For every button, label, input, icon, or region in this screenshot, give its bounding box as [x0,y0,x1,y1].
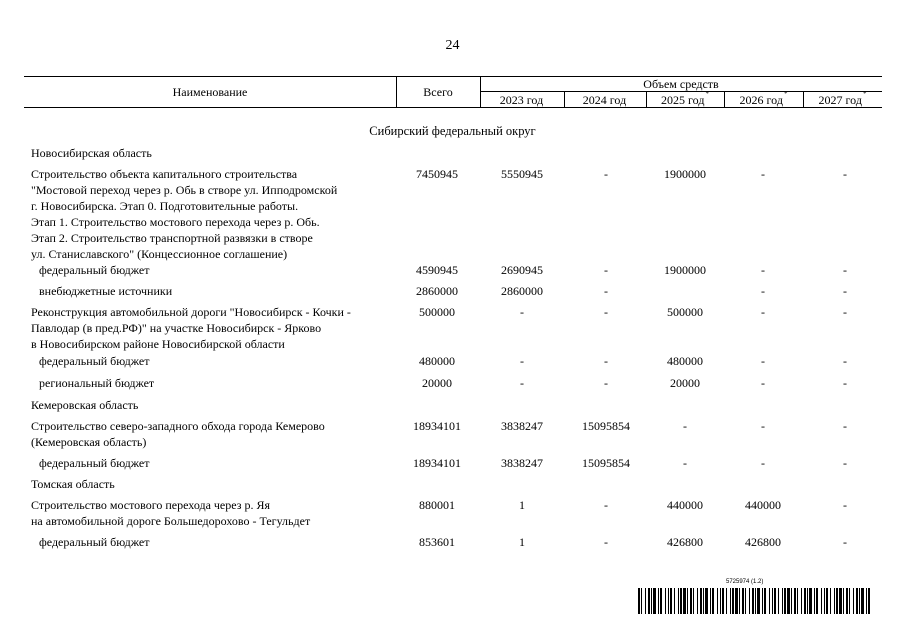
barcode-bar [782,588,783,614]
barcode-bar [866,588,867,614]
barcode-bar [660,588,662,614]
year-value: - [843,167,847,181]
barcode-bar [710,588,711,614]
year-value: 2860000 [501,284,543,298]
barcode-bar [658,588,659,614]
year-value: 15095854 [582,419,630,433]
funding-source-name: федеральный бюджет [39,535,150,549]
funding-source-name: федеральный бюджет [39,263,150,277]
barcode-bar [697,588,698,614]
year-value: 2690945 [501,263,543,277]
barcode-bar [849,588,850,614]
barcode-bar [856,588,858,614]
year-value: - [843,263,847,277]
barcode-bar [703,588,704,614]
barcode-bar [690,588,692,614]
barcode-bar [757,588,760,614]
year-value: - [843,498,847,512]
barcode-bar [824,588,825,614]
barcode-bar [853,588,854,614]
barcode-bar [762,588,763,614]
barcode-bar [732,588,734,614]
barcode-number: 5725974 (1.2) [726,579,764,585]
barcode-bar [778,588,779,614]
year-value: 426800 [745,535,781,549]
funding-source-name: федеральный бюджет [39,354,150,368]
barcode-bar [722,588,724,614]
year-value: - [604,498,608,512]
year-value: - [843,305,847,319]
barcode-bar [638,588,640,614]
region-name: Кемеровская область [31,398,139,412]
total-value: 853601 [419,535,455,549]
district-title: Сибирский федеральный округ [369,124,536,138]
year-value: - [843,419,847,433]
barcode-bar [651,588,652,614]
project-name: Строительство северо-западного обхода города Кемерово (Кемеровская область) [31,419,325,449]
total-value: 20000 [422,376,452,390]
year-value: 1 [519,498,525,512]
barcode-bar [826,588,828,614]
year-value: 500000 [667,305,703,319]
year-value: - [520,305,524,319]
barcode-bar [769,588,770,614]
year-value: - [604,284,608,298]
barcode-bar [836,588,838,614]
barcode-bar [846,588,848,614]
barcode-bar [794,588,796,614]
barcode-bar [801,588,802,614]
barcode-bar [868,588,870,614]
year-value: - [761,456,765,470]
barcode-bar [774,588,776,614]
year-value: 480000 [667,354,703,368]
barcode-bar [670,588,672,614]
year-value: 3838247 [501,419,543,433]
barcode-bar [791,588,792,614]
project-name: Реконструкция автомобильной дороги "Новосибирск - Кочки - Павлодар (в пред.РФ)" на участке Новосибирск - Ярково в Новосибирском районе Новосибирской области [31,305,351,351]
year-value: 1900000 [664,167,706,181]
barcode-bar [821,588,822,614]
barcode-bar [834,588,835,614]
total-value: 4590945 [416,263,458,277]
year-value: - [683,456,687,470]
total-value: 18934101 [413,419,461,433]
barcode-bar [839,588,842,614]
header-year-2026: 2026 год* [739,90,788,107]
year-value: - [604,376,608,390]
total-value: 500000 [419,305,455,319]
barcode-bar [641,588,642,614]
year-value: - [843,456,847,470]
barcode-bar [816,588,818,614]
header-year-2025: 2025 год* [661,90,709,107]
year-value: - [761,305,765,319]
barcode-bar [742,588,744,614]
year-value: - [761,284,765,298]
barcode-bar [668,588,669,614]
year-value: - [761,263,765,277]
total-value: 2860000 [416,284,458,298]
total-value: 18934101 [413,456,461,470]
barcode-bar [678,588,679,614]
barcode-bar [861,588,864,614]
year-value: - [604,167,608,181]
year-value: - [683,419,687,433]
year-value: 15095854 [582,456,630,470]
year-value: - [843,376,847,390]
barcode-bar [665,588,666,614]
barcode-bar [807,588,808,614]
barcode-bar [843,588,844,614]
barcode-bar [784,588,786,614]
barcode-bar [772,588,773,614]
header-total: Всего [423,85,453,99]
header-year-2023: 2023 год [499,93,544,107]
barcode-bar [814,588,815,614]
barcode-bar [705,588,708,614]
barcode-bar [745,588,746,614]
year-value: 20000 [670,376,700,390]
barcode-bar [735,588,738,614]
year-value: 426800 [667,535,703,549]
barcode-bar [755,588,756,614]
barcode-bar [804,588,806,614]
header-name: Наименование [172,85,248,99]
total-value: 880001 [419,498,455,512]
funding-source-name: региональный бюджет [39,376,155,390]
barcode-bar [787,588,790,614]
year-value: - [761,376,765,390]
barcode-bar [720,588,721,614]
year-value: 5550945 [501,167,543,181]
barcode-bar [648,588,650,614]
funding-source-name: внебюджетные источники [39,284,173,298]
year-value: 3838247 [501,456,543,470]
barcode-bar [726,588,727,614]
barcode-bar [680,588,682,614]
region-name: Новосибирская область [31,146,152,160]
header-year-2027: 2027 год* [818,90,867,107]
barcode-bar [700,588,702,614]
total-value: 7450945 [416,167,458,181]
barcode-bar [645,588,646,614]
year-value: - [604,305,608,319]
year-value: 1 [519,535,525,549]
year-value: - [843,354,847,368]
year-value: 1900000 [664,263,706,277]
year-value: - [761,354,765,368]
total-value: 480000 [419,354,455,368]
barcode-bar [739,588,740,614]
barcode-bar [683,588,686,614]
barcode-bar [717,588,718,614]
funding-source-name: федеральный бюджет [39,456,150,470]
barcode-bar [797,588,798,614]
page-number: 24 [445,38,460,53]
year-value: 440000 [667,498,703,512]
year-value: - [843,284,847,298]
year-value: 440000 [745,498,781,512]
year-value: - [761,419,765,433]
barcode-bar [687,588,688,614]
header-year-2024: 2024 год [582,93,627,107]
barcode-bar [859,588,860,614]
barcode-bar [830,588,831,614]
barcode-bar [653,588,656,614]
barcode-bar [764,588,766,614]
project-name: Строительство объекта капитального строительства "Мостовой переход через р. Обь в створе ул. Ипподромской г. Новосибирска. Этап 0. Подготовительные работы. Этап 1. Строительство мостового перехода через р. Обь. Этап 2. Строительство транспортной развязки в створе ул. Станиславского" (Концессионное соглашение) [31,167,338,261]
year-value: - [761,167,765,181]
year-value: - [520,376,524,390]
header-volume: Объем средств [643,77,719,91]
barcode-bar [693,588,694,614]
region-name: Томская область [31,477,115,491]
barcode-bar [674,588,675,614]
barcode-bar [730,588,731,614]
barcode-bar [712,588,714,614]
barcode-bar [809,588,812,614]
barcode-bar [749,588,750,614]
year-value: - [604,354,608,368]
barcode-image [638,588,870,614]
year-value: - [520,354,524,368]
barcode-bar [752,588,754,614]
year-value: - [604,535,608,549]
project-name: Строительство мостового перехода через р. Яя на автомобильной дороге Большедорохово - Тегульдет [31,498,311,528]
year-value: - [843,535,847,549]
year-value: - [604,263,608,277]
